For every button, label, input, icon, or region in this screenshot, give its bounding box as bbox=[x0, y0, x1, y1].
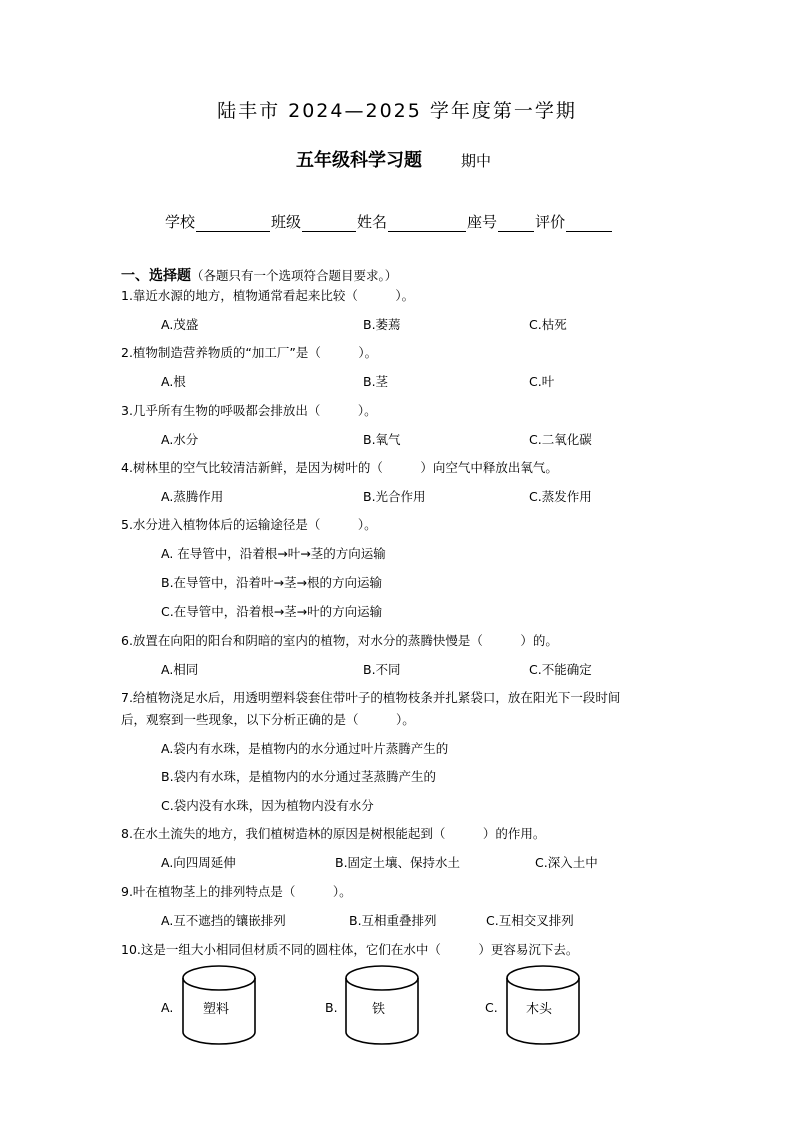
student-info-row bbox=[165, 211, 613, 232]
cylinder-label: 塑料 bbox=[203, 1002, 230, 1017]
option-a[interactable]: A. 在导管中，沿着根→叶→茎的方向运输 bbox=[161, 546, 386, 561]
section-title: 一、选择题 bbox=[121, 268, 191, 284]
option-c[interactable]: C.叶 bbox=[529, 374, 555, 389]
seat-label: 座号 bbox=[467, 213, 498, 231]
question-stem: 3.几乎所有生物的呼吸都会排放出（ ）。 bbox=[121, 403, 377, 418]
section-note: （各题只有一个选项符合题目要求。） bbox=[191, 268, 398, 283]
section-heading bbox=[121, 265, 397, 285]
question-stem: 5.水分进入植物体后的运输途径是（ ）。 bbox=[121, 517, 377, 532]
page-subtitle: 五年级科学习题 bbox=[296, 150, 422, 171]
question-stem: 7.给植物浇足水后，用透明塑料袋套住带叶子的植物枝条并扎紧袋口，放在阳光下一段时间 bbox=[121, 690, 621, 705]
grade-blank[interactable] bbox=[566, 217, 612, 232]
cylinder-label: 木头 bbox=[526, 1002, 553, 1017]
seat-blank[interactable] bbox=[498, 217, 534, 232]
question-stem: 4.树林里的空气比较清洁新鲜，是因为树叶的（ ）向空气中释放出氧气。 bbox=[121, 460, 558, 475]
name-label: 姓名 bbox=[357, 213, 388, 231]
option-a[interactable]: A.相同 bbox=[161, 662, 199, 677]
option-c[interactable]: C.互相交叉排列 bbox=[486, 913, 574, 928]
grade-label: 评价 bbox=[535, 213, 566, 231]
option-b[interactable]: B.茎 bbox=[363, 374, 389, 389]
name-blank[interactable] bbox=[388, 217, 466, 232]
option-c[interactable]: C.袋内没有水珠，因为植物内没有水分 bbox=[161, 798, 374, 813]
option-c[interactable]: C. bbox=[485, 1000, 498, 1015]
question-stem: 9.叶在植物茎上的排列特点是（ ）。 bbox=[121, 884, 352, 899]
option-b[interactable]: B.不同 bbox=[363, 662, 401, 677]
page-title: 陆丰市 2024—2025 学年度第一学期 bbox=[217, 100, 577, 122]
school-blank[interactable] bbox=[196, 217, 270, 232]
class-blank[interactable] bbox=[302, 217, 356, 232]
option-a[interactable]: A.茂盛 bbox=[161, 317, 199, 332]
cylinder-label: 铁 bbox=[372, 1002, 386, 1017]
school-label: 学校 bbox=[165, 213, 196, 231]
question-stem: 6.放置在向阳的阳台和阴暗的室内的植物，对水分的蒸腾快慢是（ ）的。 bbox=[121, 633, 558, 648]
option-a[interactable]: A.袋内有水珠，是植物内的水分通过叶片蒸腾产生的 bbox=[161, 741, 449, 756]
option-c[interactable]: C.二氧化碳 bbox=[529, 432, 592, 447]
option-c[interactable]: C.深入土中 bbox=[535, 855, 598, 870]
class-label: 班级 bbox=[271, 213, 302, 231]
option-a[interactable]: A.根 bbox=[161, 374, 186, 389]
option-b[interactable]: B. bbox=[325, 1000, 338, 1015]
option-a[interactable]: A. bbox=[161, 1000, 174, 1015]
question-stem: 8.在水土流失的地方，我们植树造林的原因是树根能起到（ ）的作用。 bbox=[121, 826, 546, 841]
option-c[interactable]: C.蒸发作用 bbox=[529, 489, 592, 504]
option-a[interactable]: A.水分 bbox=[161, 432, 199, 447]
question-stem: 10.这是一组大小相同但材质不同的圆柱体，它们在水中（ ）更容易沉下去。 bbox=[121, 942, 579, 957]
option-b[interactable]: B.萎蔫 bbox=[363, 317, 401, 332]
option-b[interactable]: B.互相重叠排列 bbox=[349, 913, 437, 928]
option-b[interactable]: B.袋内有水珠，是植物内的水分通过茎蒸腾产生的 bbox=[161, 769, 437, 784]
question-stem-continued: 后，观察到一些现象，以下分析正确的是（ ）。 bbox=[121, 712, 415, 727]
option-a[interactable]: A.互不遮挡的镶嵌排列 bbox=[161, 913, 286, 928]
option-a[interactable]: A.蒸腾作用 bbox=[161, 489, 224, 504]
option-c[interactable]: C.枯死 bbox=[529, 317, 567, 332]
question-stem: 2.植物制造营养物质的“加工厂”是（ ）。 bbox=[121, 345, 378, 360]
option-c[interactable]: C.在导管中，沿着根→茎→叶的方向运输 bbox=[161, 604, 383, 619]
question-stem: 1.靠近水源的地方，植物通常看起来比较（ ）。 bbox=[121, 288, 415, 303]
option-b[interactable]: B.氧气 bbox=[363, 432, 401, 447]
option-a[interactable]: A.向四周延伸 bbox=[161, 855, 236, 870]
option-b[interactable]: B.固定土壤、保持水土 bbox=[335, 855, 461, 870]
option-c[interactable]: C.不能确定 bbox=[529, 662, 592, 677]
option-b[interactable]: B.光合作用 bbox=[363, 489, 426, 504]
term-label: 期中 bbox=[461, 152, 492, 170]
option-b[interactable]: B.在导管中，沿着叶→茎→根的方向运输 bbox=[161, 575, 382, 590]
